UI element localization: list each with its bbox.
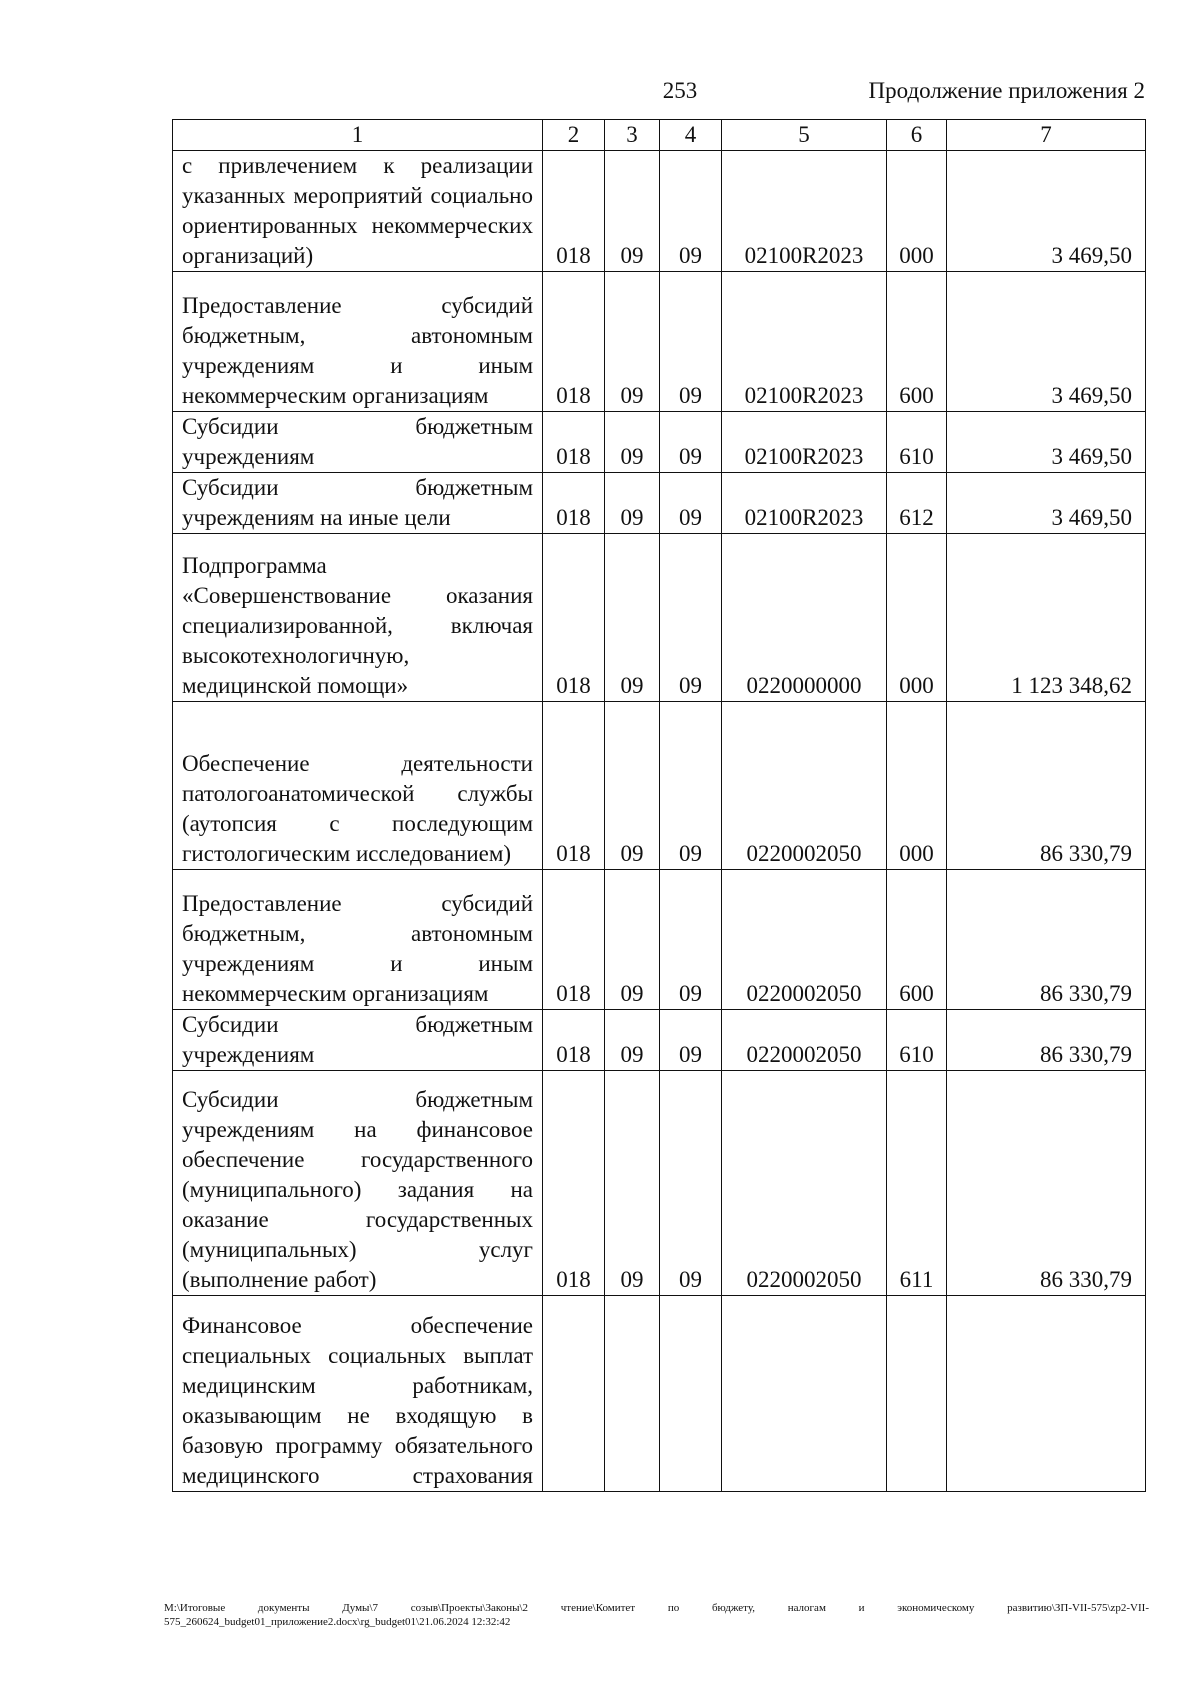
target-article-code: 02100R2023: [722, 272, 887, 412]
column-number: 5: [722, 120, 887, 151]
subsection-code: 09: [660, 473, 722, 534]
expense-type-code: 610: [887, 412, 947, 473]
column-number: 7: [947, 120, 1146, 151]
document-file-path: M:\Итоговые документы Думы\7 созыв\Проекты\Законы\2 чтение\Комитет по бюджету, налогам и экономическому развитию\ЗП-VII-575\zp2-VII-575_260624_budget01_приложение2.docx\rg_budget01\21.06.2024 12:32:42: [164, 1602, 1149, 1628]
budget-item-name: Предоставление субсидий бюджетным, автономным учреждениям и иным некоммерческим организациям: [173, 870, 543, 1010]
subsection-code: 09: [660, 412, 722, 473]
column-number-row: [173, 120, 1146, 151]
expense-type-code: 612: [887, 473, 947, 534]
expense-type-code: 600: [887, 870, 947, 1010]
section-code: 09: [605, 1071, 660, 1296]
amount: 3 469,50: [947, 272, 1146, 412]
amount: 3 469,50: [947, 412, 1146, 473]
page-number: 253: [662, 78, 698, 103]
target-article-code: [722, 1296, 887, 1492]
column-number: 3: [605, 120, 660, 151]
target-article-code: 0220002050: [722, 1010, 887, 1071]
amount: 86 330,79: [947, 1010, 1146, 1071]
expense-type-code: 611: [887, 1071, 947, 1296]
table-row: [173, 1296, 1146, 1492]
ministry-code: 018: [543, 534, 605, 702]
budget-table: [172, 119, 1146, 1492]
column-number: 1: [173, 120, 543, 151]
target-article-code: 02100R2023: [722, 151, 887, 272]
ministry-code: 018: [543, 272, 605, 412]
budget-item-name: Субсидии бюджетным учреждениям: [173, 412, 543, 473]
section-code: 09: [605, 534, 660, 702]
target-article-code: 0220002050: [722, 702, 887, 870]
ministry-code: 018: [543, 702, 605, 870]
subsection-code: 09: [660, 702, 722, 870]
expense-type-code: [887, 1296, 947, 1492]
ministry-code: 018: [543, 1010, 605, 1071]
ministry-code: [543, 1296, 605, 1492]
appendix-continuation-heading: Продолжение приложения 2: [868, 78, 1145, 103]
budget-item-name: Предоставление субсидий бюджетным, автономным учреждениям и иным некоммерческим организациям: [173, 272, 543, 412]
budget-item-name: Подпрограмма «Совершенствование оказания специализированной, включая высокотехнологичную, медицинской помощи»: [173, 534, 543, 702]
expense-type-code: 000: [887, 534, 947, 702]
amount: 3 469,50: [947, 151, 1146, 272]
section-code: [605, 1296, 660, 1492]
column-number: 6: [887, 120, 947, 151]
subsection-code: 09: [660, 870, 722, 1010]
section-code: 09: [605, 151, 660, 272]
table-row: [173, 1071, 1146, 1296]
section-code: 09: [605, 1010, 660, 1071]
table-row: [173, 870, 1146, 1010]
column-number: 4: [660, 120, 722, 151]
amount: 3 469,50: [947, 473, 1146, 534]
target-article-code: 0220002050: [722, 1071, 887, 1296]
section-code: 09: [605, 870, 660, 1010]
budget-item-name: Субсидии бюджетным учреждениям на иные цели: [173, 473, 543, 534]
budget-item-name: Финансовое обеспечение специальных социальных выплат медицинским работникам, оказывающим не входящую в базовую программу обязательного медицинского страхования: [173, 1296, 543, 1492]
section-code: 09: [605, 473, 660, 534]
ministry-code: 018: [543, 473, 605, 534]
expense-type-code: 600: [887, 272, 947, 412]
ministry-code: 018: [543, 1071, 605, 1296]
subsection-code: 09: [660, 1010, 722, 1071]
amount: 1 123 348,62: [947, 534, 1146, 702]
subsection-code: 09: [660, 151, 722, 272]
amount: 86 330,79: [947, 1071, 1146, 1296]
budget-item-name: Субсидии бюджетным учреждениям на финансовое обеспечение государственного (муниципального) задания на оказание государственных (муниципальных) услуг (выполнение работ): [173, 1071, 543, 1296]
target-article-code: 02100R2023: [722, 473, 887, 534]
target-article-code: 02100R2023: [722, 412, 887, 473]
target-article-code: 0220000000: [722, 534, 887, 702]
expense-type-code: 000: [887, 702, 947, 870]
section-code: 09: [605, 412, 660, 473]
table-row: [173, 151, 1146, 272]
subsection-code: 09: [660, 1071, 722, 1296]
subsection-code: [660, 1296, 722, 1492]
section-code: 09: [605, 702, 660, 870]
ministry-code: 018: [543, 870, 605, 1010]
expense-type-code: 610: [887, 1010, 947, 1071]
subsection-code: 09: [660, 534, 722, 702]
budget-item-name: Субсидии бюджетным учреждениям: [173, 1010, 543, 1071]
section-code: 09: [605, 272, 660, 412]
table-row: [173, 1010, 1146, 1071]
column-number: 2: [543, 120, 605, 151]
table-row: [173, 473, 1146, 534]
table-row: [173, 412, 1146, 473]
amount: [947, 1296, 1146, 1492]
ministry-code: 018: [543, 151, 605, 272]
budget-item-name: Обеспечение деятельности патологоанатомической службы (аутопсия с последующим гистологическим исследованием): [173, 702, 543, 870]
ministry-code: 018: [543, 412, 605, 473]
target-article-code: 0220002050: [722, 870, 887, 1010]
table-row: [173, 272, 1146, 412]
budget-item-name: с привлечением к реализации указанных мероприятий социально ориентированных некоммерческих организаций): [173, 151, 543, 272]
amount: 86 330,79: [947, 702, 1146, 870]
table-row: [173, 534, 1146, 702]
table-row: [173, 702, 1146, 870]
subsection-code: 09: [660, 272, 722, 412]
expense-type-code: 000: [887, 151, 947, 272]
amount: 86 330,79: [947, 870, 1146, 1010]
